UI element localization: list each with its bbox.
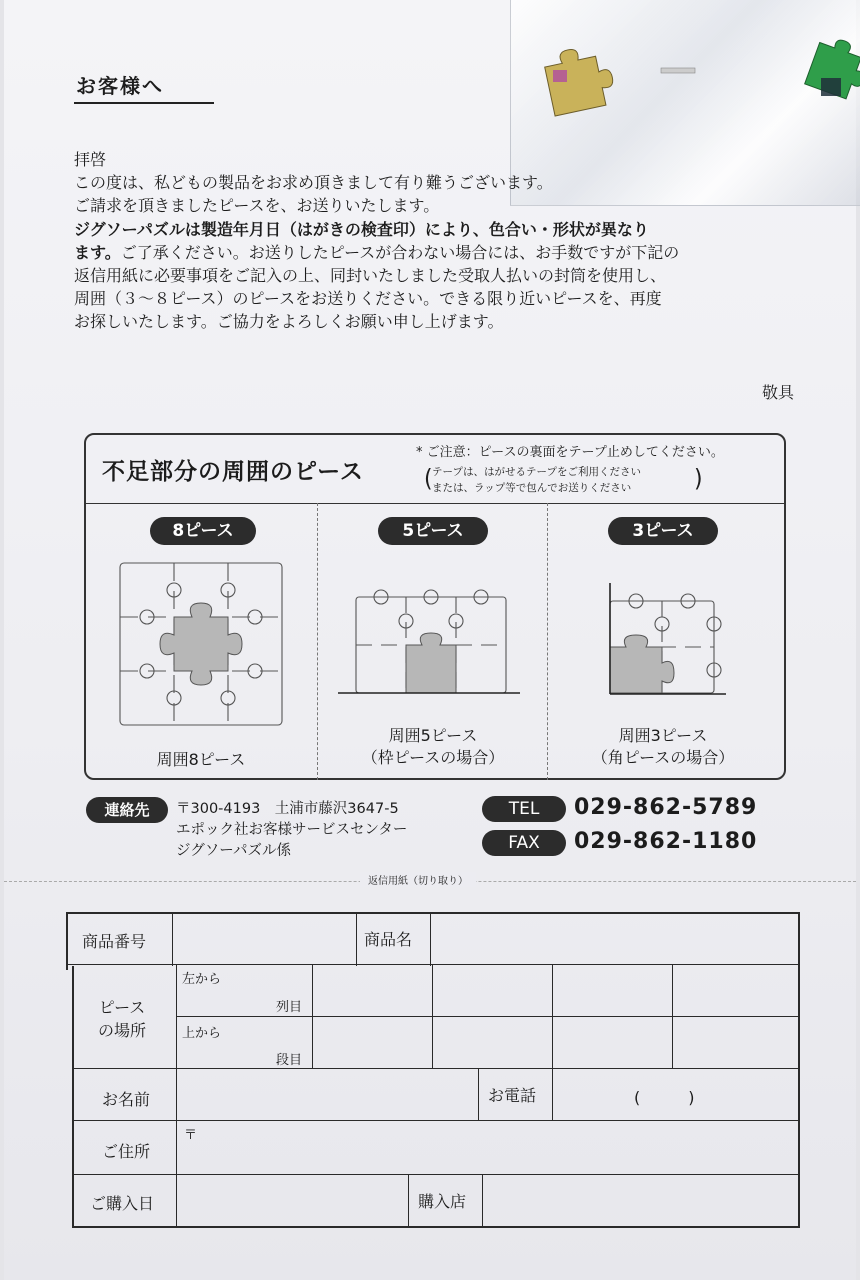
tel-label: TEL: [482, 796, 566, 822]
form-col-line: [356, 912, 357, 966]
letter-title: お客様へ: [76, 74, 164, 98]
letter-line: この度は、私どもの製品をお求め頂きまして有り難うございます。: [74, 173, 553, 193]
caption-3-line: （角ピースの場合）: [591, 748, 735, 767]
cut-label: 返信用紙（切り取り）: [360, 872, 476, 887]
form-col-line: [408, 1174, 409, 1228]
label-product-name: 商品名: [364, 930, 413, 949]
paper-sheet: [4, 0, 856, 1280]
label-piece-location-line: の場所: [98, 1021, 147, 1040]
form-col-line: [552, 964, 553, 1068]
caption-5-line: 周囲5ピース: [388, 726, 478, 745]
letter-line: ご請求を頂きましたピースを、お送りいたします。: [74, 196, 440, 216]
label-row: 段目: [276, 1053, 303, 1068]
label-column: 列目: [276, 1000, 303, 1015]
bracket-left: (: [424, 465, 433, 494]
label-name: お名前: [102, 1090, 151, 1109]
product-name-field[interactable]: [431, 914, 798, 964]
form-col-line: [432, 964, 433, 1068]
label-piece-location-line: ピース: [98, 998, 146, 1017]
label-store: 購入店: [418, 1192, 467, 1211]
form-border-right: [798, 912, 800, 1228]
tape-note-line: または、ラップ等で包んでお送りください: [432, 482, 632, 494]
postal-address: 〒300-4193 土浦市藤沢3647-5: [176, 801, 399, 817]
caution-note: * ご注意：ピースの裏面をテープ止めしてください。: [416, 445, 724, 460]
form-col-line: [172, 912, 173, 966]
address-field[interactable]: [177, 1121, 798, 1173]
label-product-number: 商品番号: [82, 932, 147, 951]
phone-field[interactable]: [553, 1069, 798, 1119]
diagram-title: 不足部分の周囲のピース: [102, 459, 364, 485]
form-border-left: [72, 966, 74, 1228]
form-col-line: [478, 1068, 479, 1120]
caption-3-line: 周囲3ピース: [618, 726, 708, 745]
label-from-left: 左から: [182, 972, 222, 987]
product-number-field[interactable]: [176, 914, 356, 964]
store-field[interactable]: [483, 1175, 798, 1226]
form-col-line: [672, 964, 673, 1068]
form-row-line: [176, 1016, 800, 1017]
name-field[interactable]: [177, 1069, 477, 1119]
caption-5-line: （枠ピースの場合）: [361, 748, 505, 767]
form-border-bottom: [74, 1226, 800, 1228]
closing: 敬具: [762, 383, 795, 402]
label-from-top: 上から: [182, 1026, 222, 1041]
label-piece-location: [98, 996, 146, 1042]
letter-line: 返信用紙に必要事項をご記入の上、同封いたしました受取人払いの封筒を使用し、: [74, 266, 667, 286]
label-purchase-date: ご購入日: [90, 1194, 155, 1213]
fax-label: FAX: [482, 830, 566, 856]
letter-fragment: ご了承ください。お送りしたピースが合わない場合には、お手数ですが下記の: [120, 242, 680, 262]
company-name: エポック社お客様サービスセンター: [176, 822, 408, 838]
letter-line-bold: ジグソーパズルは製造年月日（はがきの検査印）により、色合い・形状が異なり: [74, 219, 649, 239]
badge-5-pieces: 5ピース: [378, 517, 488, 545]
department: ジグソーパズル係: [176, 843, 291, 859]
badge-3-pieces: 3ピース: [608, 517, 718, 545]
salutation: 拝啓: [74, 150, 107, 169]
form-col-line: [312, 964, 313, 1068]
badge-8-pieces: 8ピース: [150, 517, 256, 545]
letter-bold-fragment: ます。: [74, 242, 121, 262]
contact-label: 連絡先: [86, 797, 168, 823]
label-phone: お電話: [488, 1086, 537, 1105]
phone-parentheses: ( ): [634, 1088, 695, 1107]
bracket-right: ): [694, 465, 703, 494]
fax-number: 029-862-1180: [574, 829, 758, 854]
postal-mark: 〒: [184, 1128, 198, 1143]
letter-line: お探しいたします。ご協力をよろしくお願い申し上げます。: [74, 312, 504, 332]
tel-number: 029-862-5789: [574, 795, 758, 820]
form-border-left: [66, 912, 68, 970]
label-address: ご住所: [102, 1142, 151, 1161]
caption-8: 周囲8ピース: [156, 750, 246, 769]
letter-line: 周囲（３～８ピース）のピースをお送りください。できる限り近いピースを、再度: [74, 289, 662, 309]
tape-note-line: テープは、はがせるテープをご利用ください: [432, 466, 641, 478]
purchase-date-field[interactable]: [177, 1175, 407, 1226]
reply-form: [4, 0, 856, 1280]
